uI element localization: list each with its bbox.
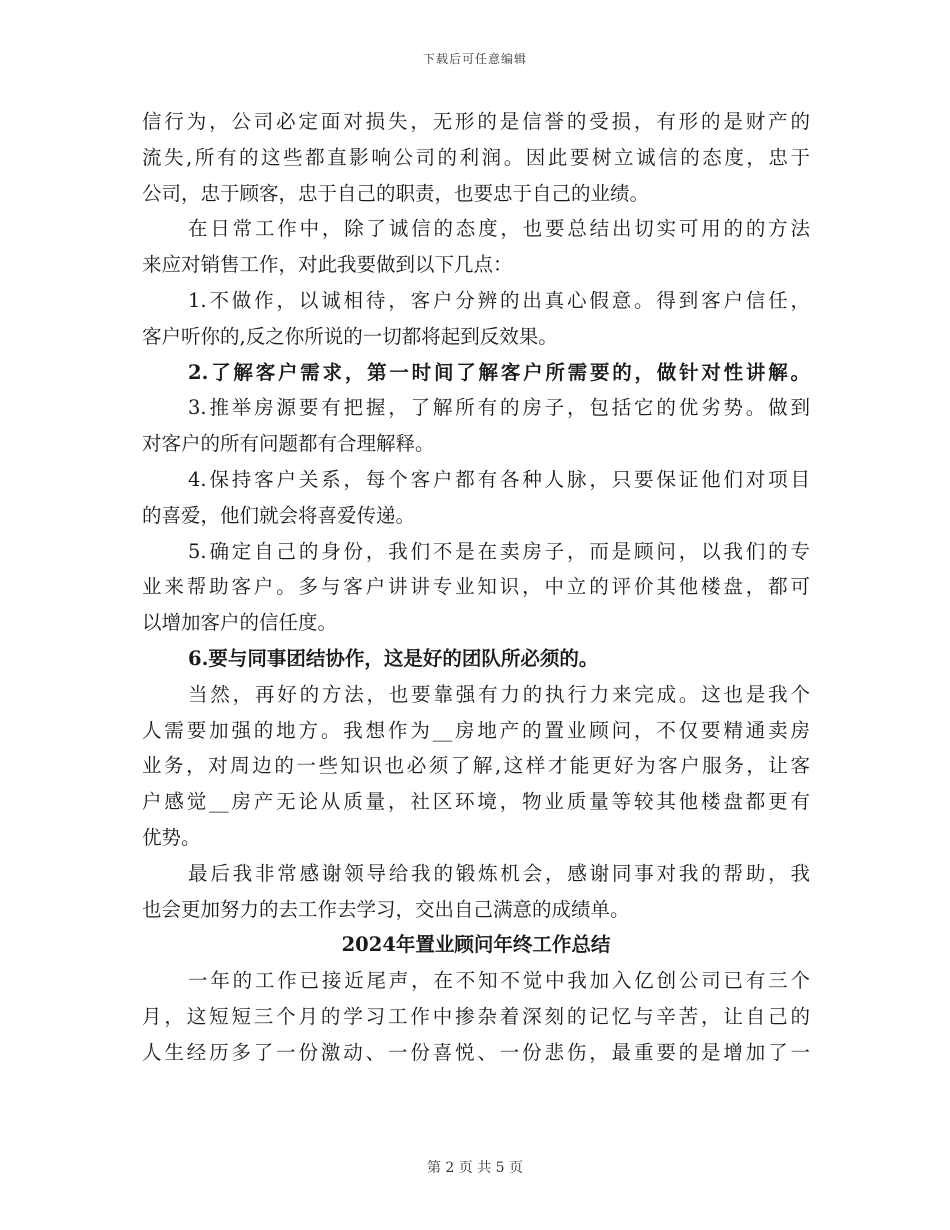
text-line: 2.了解客户需求，第一时间了解客户所需要的，做针对性讲解。 [188, 360, 810, 384]
section-heading: 2024年置业顾问年终工作总结 [341, 933, 611, 957]
text-line: 也会更加努力的去工作去学习，交出自己满意的成绩单。 [142, 897, 630, 921]
text-line: 人需要加强的地方。我想作为__房地产的置业顾问，不仅要精通卖房 [142, 718, 810, 742]
text-line: 流失,所有的这些都直影响公司的利润。因此要树立诚信的态度，忠于 [142, 145, 810, 169]
text-line: 4.保持客户关系，每个客户都有各种人脉，只要保证他们对项目 [188, 467, 810, 491]
text-line: 业来帮助客户。多与客户讲讲专业知识，中立的评价其他楼盘，都可 [142, 575, 810, 599]
text-line: 信行为，公司必定面对损失，无形的是信誉的受损，有形的是财产的 [142, 110, 810, 133]
text-line: 客户听你的,反之你所说的一切都将起到反效果。 [142, 324, 558, 348]
text-line: 业务，对周边的一些知识也必须了解,这样才能更好为客户服务，让客 [142, 754, 810, 778]
text-line: 3.推举房源要有把握，了解所有的房子，包括它的优劣势。做到 [188, 396, 810, 420]
text-line: 在日常工作中，除了诚信的态度，也要总结出切实可用的的方法 [188, 217, 810, 241]
page-footer: 第 2 页 共 5 页 [426, 1160, 524, 1176]
text-line: 的喜爱，他们就会将喜爱传递。 [142, 503, 416, 527]
text-line: 人生经历多了一份激动、一份喜悦、一份悲伤，最重要的是增加了一 [142, 1040, 810, 1064]
page-header: 下载后可任意编辑 [422, 52, 527, 66]
text-line: 户感觉__房产无论从质量，社区环境，物业质量等较其他楼盘都更有 [142, 790, 810, 814]
text-line: 6.要与同事团结协作，这是好的团队所必须的。 [188, 646, 599, 670]
text-line: 来应对销售工作，对此我要做到以下几点： [142, 253, 513, 277]
text-line: 优势。 [142, 825, 201, 849]
text-line: 1.不做作，以诚相待，客户分辨的出真心假意。得到客户信任， [188, 288, 810, 312]
text-line: 对客户的所有问题都有合理解释。 [142, 432, 435, 456]
text-line: 公司，忠于顾客，忠于自己的职责，也要忠于自己的业绩。 [142, 181, 650, 205]
text-line: 月，这短短三个月的学习工作中掺杂着深刻的记忆与辛苦，让自己的 [142, 1004, 810, 1028]
text-line: 以增加客户的信任度。 [142, 611, 338, 635]
text-line: 一年的工作已接近尾声，在不知不觉中我加入亿创公司已有三个 [188, 969, 810, 993]
text-line: 最后我非常感谢领导给我的锻炼机会，感谢同事对我的帮助，我 [188, 861, 810, 885]
text-line: 5.确定自己的身份，我们不是在卖房子，而是顾问，以我们的专 [188, 539, 810, 563]
document-body [142, 104, 810, 1071]
text-line: 当然，再好的方法，也要靠强有力的执行力来完成。这也是我个 [188, 682, 810, 706]
